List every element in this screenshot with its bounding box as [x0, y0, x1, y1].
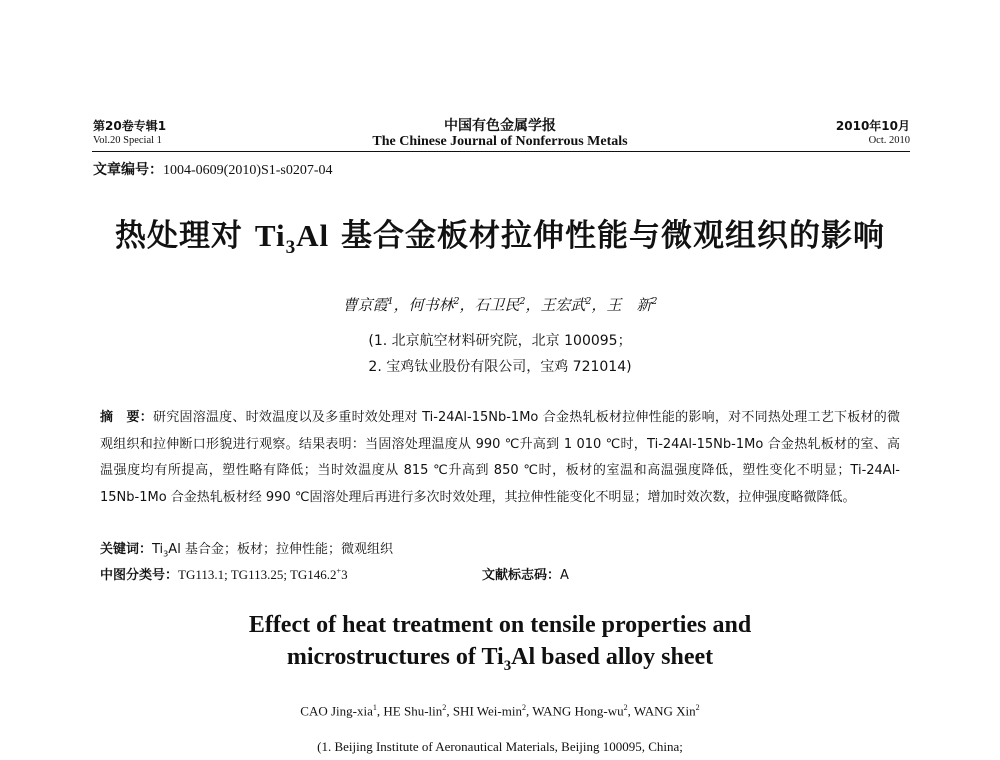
- keyword-first-a: Ti: [152, 542, 164, 557]
- title-cn-pre: 热处理对: [115, 218, 255, 254]
- keywords-rest: ；板材；拉伸性能；微观组织: [223, 542, 393, 557]
- abstract-label: 摘 要：: [100, 410, 153, 425]
- author-name: WANG Xin: [633, 703, 696, 719]
- keywords-label: 关键词：: [100, 542, 153, 557]
- author-separator: ,: [526, 703, 533, 719]
- article-number-value: 1004-0609(2010)S1-s0207-04: [163, 163, 333, 178]
- author-affiliation-mark: 2: [521, 703, 526, 712]
- clc-value-a: TG113.1; TG113.25; TG146.2: [178, 567, 337, 582]
- journal-title-cn: 中国有色金属学报: [444, 118, 556, 134]
- author-name: SHI Wei-min: [452, 703, 522, 719]
- author-separator: ,: [446, 703, 453, 719]
- title-en-line1: Effect of heat treatment on tensile properties and: [248, 612, 752, 638]
- keywords-cn: [100, 538, 393, 559]
- author-affiliation-mark: 2: [651, 296, 658, 307]
- document-code: [482, 564, 569, 583]
- clc-value-b: 3: [341, 567, 348, 582]
- title-en-line2-b: Al based alloy sheet: [511, 644, 714, 670]
- author-separator: ，: [459, 296, 475, 314]
- author-affiliation-mark: 2: [519, 296, 526, 307]
- doc-code-label: 文献标志码：: [482, 568, 561, 583]
- author-name: 曹京霞: [342, 296, 388, 314]
- date-en: Oct. 2010: [868, 135, 910, 146]
- keyword-first-sub: 3: [163, 549, 169, 559]
- author-affiliation-mark: 2: [695, 703, 700, 712]
- keyword-first-b: Al 基合金: [168, 542, 224, 557]
- title-cn: [0, 210, 1000, 259]
- title-cn-formula: [254, 218, 330, 259]
- title-cn-post: 基合金板材拉伸性能与微观组织的影响: [329, 218, 885, 254]
- issue-cn: 第20卷专辑1: [93, 119, 167, 133]
- title-en-line2-sub: 3: [503, 657, 512, 674]
- abstract-text: 研究固溶温度、时效温度以及多重时效处理对 Ti-24Al-15Nb-1Mo 合金热轧板材拉伸性能的影响，对不同热处理工艺下板材的微观组织和拉伸断口形貌进行观察。结果表明：当固溶处理温度从 990 ℃升高到 1 010 ℃时，Ti-24Al-15Nb-1Mo 合金热轧板材的室、高温强度均有所提高，塑性略有降低；当时效温度从 815 ℃升高到 850 ℃时，板材的室温和高温强度降低，塑性变化不明显；Ti-24Al-15Nb-1Mo 合金热轧板材经 990 ℃固溶处理后再进行多次时效处理，其拉伸性能变化不明显；增加时效次数，拉伸强度略微降低。: [100, 410, 900, 505]
- author-name: 王宏武: [540, 296, 586, 314]
- affiliation-en-1: (1. Beijing Institute of Aeronautical Materials, Beijing 100095, China;: [317, 739, 683, 754]
- author-separator: ,: [627, 703, 634, 719]
- formula-subscript: 3: [285, 237, 297, 259]
- title-en-line2: [0, 644, 1000, 675]
- author-separator: ,: [376, 703, 384, 719]
- clc-number: [100, 564, 348, 583]
- journal-title-en: The Chinese Journal of Nonferrous Metals: [372, 134, 628, 149]
- abstract-cn: [100, 405, 900, 511]
- affiliation-cn-1: (1. 北京航空材料研究院，北京 100095；: [368, 333, 632, 349]
- author-separator: ，: [525, 296, 541, 314]
- author-name: CAO Jing-xia: [300, 703, 373, 719]
- clc-value-sup: +: [336, 566, 342, 576]
- author-name: HE Shu-lin: [383, 703, 443, 719]
- author-affiliation-mark: 2: [585, 296, 592, 307]
- date-cn: 2010年10月: [835, 119, 910, 133]
- title-en-line2-a: microstructures of Ti: [286, 644, 504, 670]
- affiliation-cn-2: 2. 宝鸡钛业股份有限公司，宝鸡 721014): [368, 359, 632, 375]
- author-affiliation-mark: 1: [387, 296, 394, 307]
- authors-cn: [0, 294, 1000, 315]
- author-affiliation-mark: 1: [372, 703, 377, 712]
- author-separator: ，: [591, 296, 607, 314]
- clc-label: 中图分类号：: [100, 568, 179, 583]
- header-rule: [92, 151, 910, 152]
- doc-code-value: A: [560, 568, 569, 583]
- author-separator: ，: [393, 296, 409, 314]
- author-affiliation-mark: 2: [442, 703, 447, 712]
- article-number: [93, 159, 333, 179]
- author-affiliation-mark: 2: [453, 296, 460, 307]
- issue-en: Vol.20 Special 1: [93, 135, 162, 146]
- author-name: 石卫民: [474, 296, 520, 314]
- author-name: WANG Hong-wu: [532, 703, 624, 719]
- formula-ti: Ti: [254, 218, 286, 253]
- author-name: 王 新: [606, 296, 652, 314]
- author-name: 何书林: [408, 296, 454, 314]
- authors-en: [0, 703, 1000, 719]
- author-affiliation-mark: 2: [623, 703, 628, 712]
- article-number-label: 文章编号：: [93, 162, 163, 178]
- formula-al: Al: [296, 218, 330, 253]
